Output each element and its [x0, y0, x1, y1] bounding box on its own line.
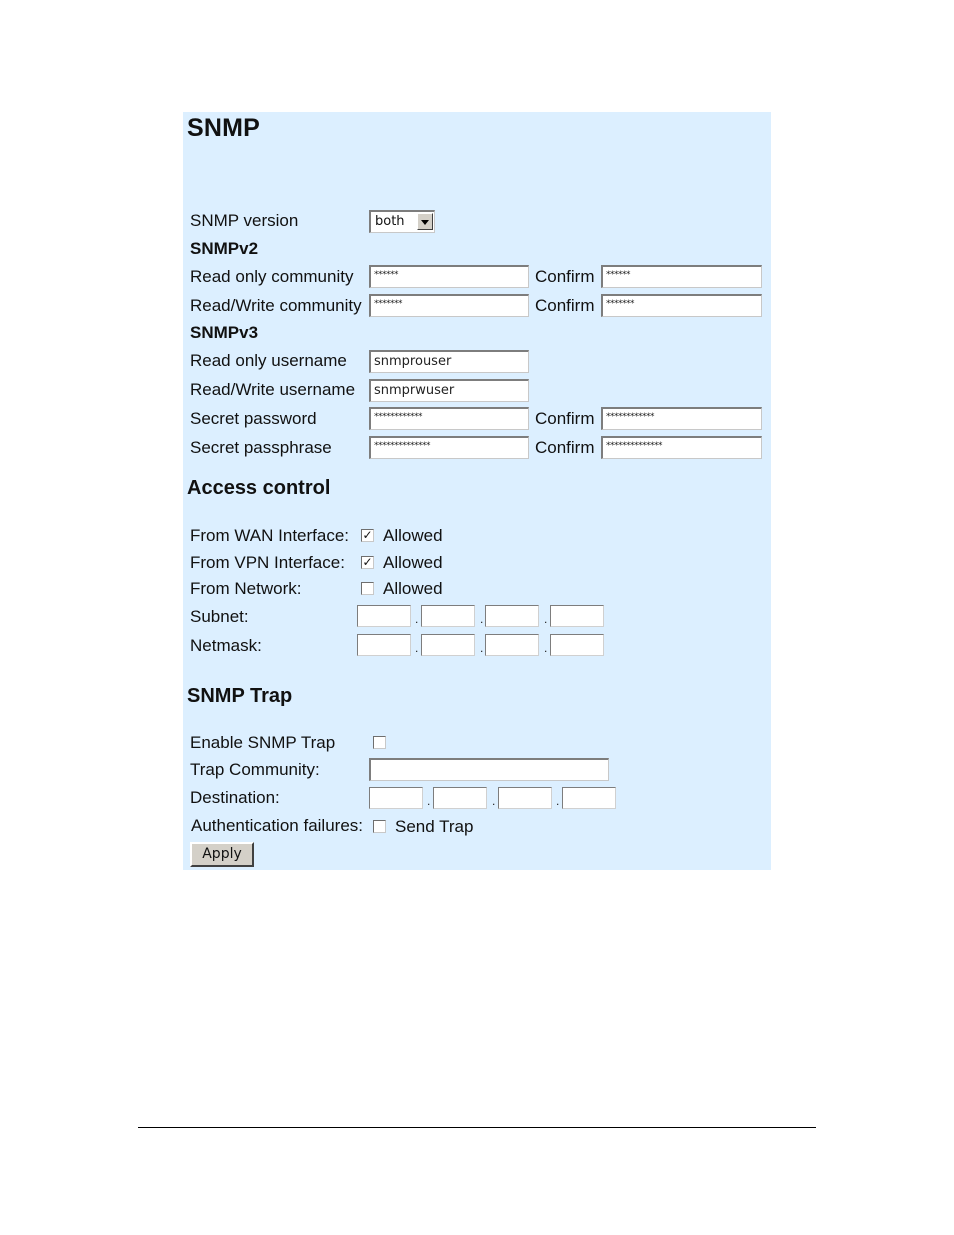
ro-community-confirm-label: Confirm: [535, 267, 595, 286]
enable-trap-checkbox[interactable]: [373, 736, 386, 749]
secret-passphrase-confirm-input[interactable]: **************: [601, 436, 762, 459]
wan-allowed-label: Allowed: [383, 526, 443, 545]
wan-interface-label: From WAN Interface:: [190, 526, 350, 545]
ip-dot: .: [556, 794, 560, 808]
network-allowed-checkbox[interactable]: [361, 582, 374, 595]
footer-divider: [138, 1127, 816, 1128]
access-control-heading: Access control: [187, 477, 331, 499]
netmask-octet-1[interactable]: [357, 634, 411, 656]
ip-dot: .: [544, 641, 548, 655]
ip-dot: .: [415, 641, 419, 655]
ro-username-label: Read only username: [190, 351, 347, 370]
subnet-label: Subnet:: [190, 607, 249, 626]
snmp-version-label: SNMP version: [190, 211, 299, 230]
trap-community-label: Trap Community:: [190, 760, 320, 779]
ro-community-confirm-input[interactable]: ******: [601, 265, 762, 288]
subnet-octet-2[interactable]: [421, 605, 475, 627]
netmask-octet-3[interactable]: [485, 634, 539, 656]
snmpv2-heading: SNMPv2: [190, 239, 259, 258]
ro-community-label: Read only community: [190, 267, 354, 286]
netmask-octet-2[interactable]: [421, 634, 475, 656]
auth-failures-checkbox[interactable]: [373, 820, 386, 833]
network-label: From Network:: [190, 579, 302, 598]
vpn-interface-label: From VPN Interface:: [190, 553, 345, 572]
destination-octet-3[interactable]: [498, 787, 552, 809]
destination-octet-1[interactable]: [369, 787, 423, 809]
destination-octet-2[interactable]: [433, 787, 487, 809]
destination-label: Destination:: [190, 788, 280, 807]
destination-octet-4[interactable]: [562, 787, 616, 809]
subnet-octet-3[interactable]: [485, 605, 539, 627]
netmask-label: Netmask:: [190, 636, 262, 655]
chevron-down-icon[interactable]: [417, 213, 433, 230]
secret-password-confirm-input[interactable]: ************: [601, 407, 762, 430]
ip-dot: .: [415, 612, 419, 626]
secret-passphrase-input[interactable]: **************: [369, 436, 529, 459]
auth-failures-label: Authentication failures:: [191, 816, 363, 835]
apply-button[interactable]: Apply: [190, 842, 254, 867]
rw-username-label: Read/Write username: [190, 380, 356, 399]
secret-password-input[interactable]: ************: [369, 407, 529, 430]
vpn-allowed-checkbox[interactable]: ✓: [362, 555, 373, 569]
ip-dot: .: [480, 641, 484, 655]
send-trap-label: Send Trap: [395, 817, 474, 836]
enable-trap-label: Enable SNMP Trap: [190, 733, 336, 752]
ip-dot: .: [480, 612, 484, 626]
secret-passphrase-label: Secret passphrase: [190, 438, 332, 457]
subnet-octet-4[interactable]: [550, 605, 604, 627]
ip-dot: .: [492, 794, 496, 808]
vpn-allowed-label: Allowed: [383, 553, 443, 572]
rw-username-input[interactable]: snmprwuser: [369, 379, 529, 402]
snmpv3-heading: SNMPv3: [190, 323, 259, 342]
rw-community-confirm-input[interactable]: *******: [601, 294, 762, 317]
page-title: SNMP: [187, 114, 261, 142]
snmp-trap-heading: SNMP Trap: [187, 685, 293, 707]
rw-community-label: Read/Write community: [190, 296, 362, 315]
rw-community-confirm-label: Confirm: [535, 296, 595, 315]
netmask-octet-4[interactable]: [550, 634, 604, 656]
trap-community-input[interactable]: [369, 758, 609, 781]
secret-password-confirm-label: Confirm: [535, 409, 595, 428]
ip-dot: .: [544, 612, 548, 626]
snmp-version-select[interactable]: [369, 210, 435, 233]
snmp-version-value: both: [375, 214, 405, 229]
subnet-octet-1[interactable]: [357, 605, 411, 627]
secret-passphrase-confirm-label: Confirm: [535, 438, 595, 457]
ip-dot: .: [427, 794, 431, 808]
secret-password-label: Secret password: [190, 409, 317, 428]
wan-allowed-checkbox[interactable]: ✓: [362, 528, 373, 542]
rw-community-input[interactable]: *******: [369, 294, 529, 317]
ro-community-input[interactable]: ******: [369, 265, 529, 288]
ro-username-input[interactable]: snmprouser: [369, 350, 529, 373]
network-allowed-label: Allowed: [383, 579, 443, 598]
